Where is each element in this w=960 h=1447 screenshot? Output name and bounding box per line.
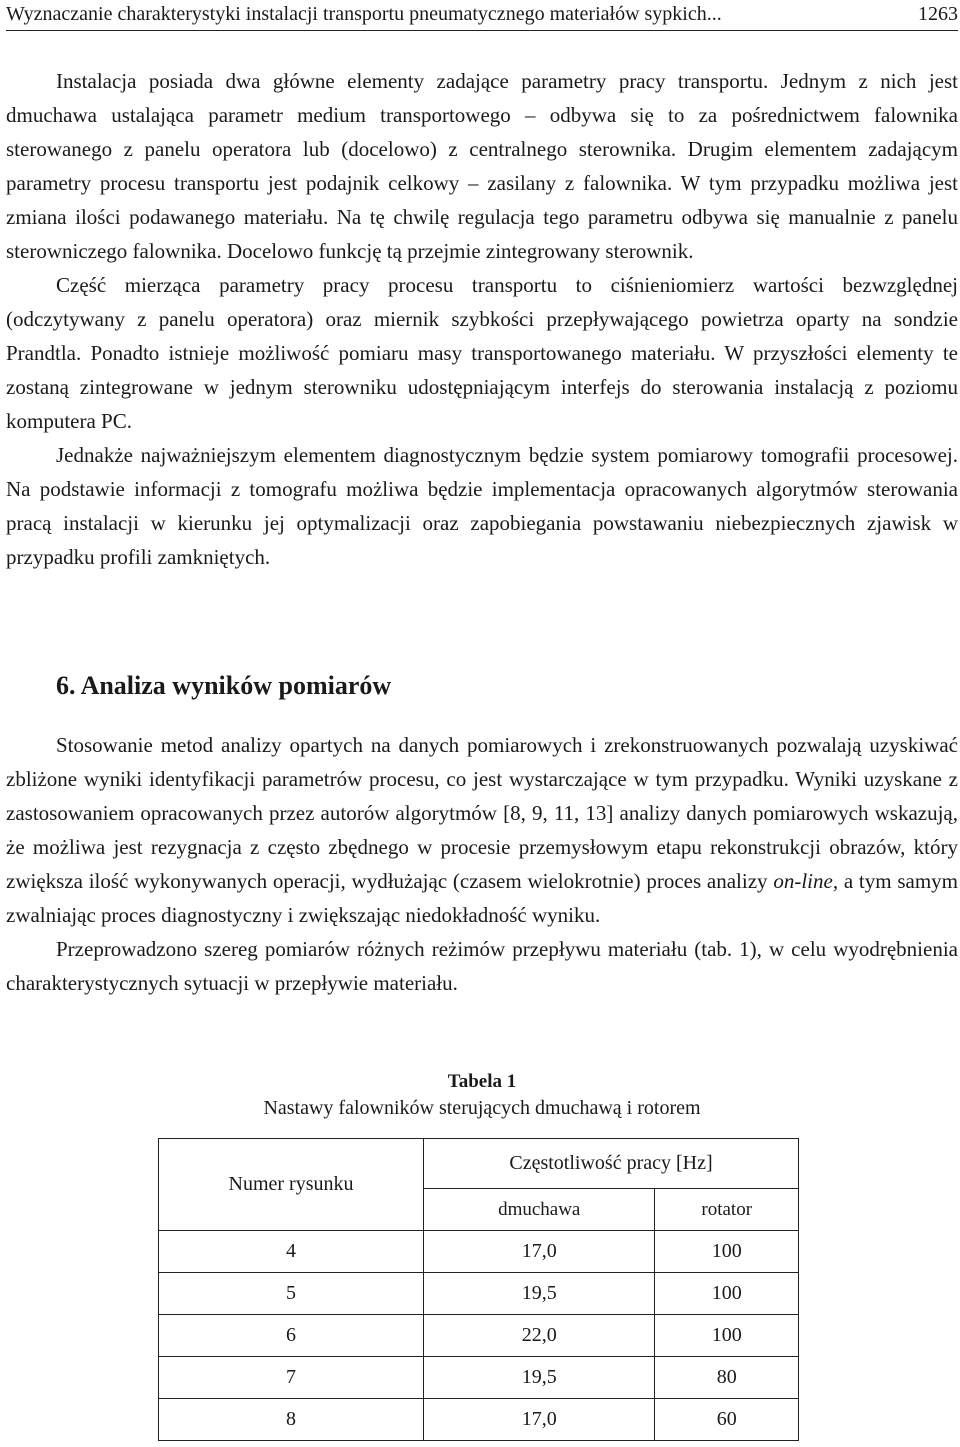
paragraph-3: Jednakże najważniejszym elementem diagnostycznym będzie system pomiarowy tomografii procesowej. Na podstawie informacji z tomografu możliwa będzie implementacja opracowanych algorytmów sterowania pracą instalacji w kierunku jej optymalizacji oraz zapobiegania powstawaniu niebezpiecznych zjawisk w przypadku profili zamkniętych. <box>6 443 958 569</box>
cell-blower: 19,5 <box>424 1273 655 1315</box>
running-header <box>6 0 958 31</box>
page-number: 1263 <box>918 3 958 25</box>
cell-blower: 17,0 <box>424 1231 655 1273</box>
table-row <box>159 1315 799 1357</box>
cell-figure: 4 <box>159 1231 424 1273</box>
paragraph-1: Instalacja posiada dwa główne elementy zadające parametry pracy transportu. Jednym z nich jest dmuchawa ustalająca parametr medium transportowego – odbywa się to za pośrednictwem falownika sterowanego z panelu operatora lub (docelowo) z centralnego sterownika. Drugim elementem zadającym parametry procesu transportu jest podajnik celkowy – zasilany z falownika. W tym przypadku możliwa jest zmiana ilości podawanego materiału. Na tę chwilę regulacja tego parametru odbywa się manualnie z panelu sterowniczego falownika. Docelowo funkcję tą przejmie zintegrowany sterownik. <box>6 69 958 263</box>
body-text <box>6 64 958 574</box>
cell-figure: 6 <box>159 1315 424 1357</box>
section-body <box>6 728 958 1000</box>
cell-rotator: 60 <box>655 1399 799 1441</box>
cell-blower: 22,0 <box>424 1315 655 1357</box>
header-blower: dmuchawa <box>424 1189 655 1231</box>
cell-rotator: 100 <box>655 1273 799 1315</box>
table-row <box>159 1231 799 1273</box>
settings-table <box>158 1138 799 1441</box>
table-title: Nastawy falowników sterujących dmuchawą i rotorem <box>263 1097 701 1119</box>
paragraph-2: Część mierząca parametry pracy procesu transportu to ciśnieniomierz wartości bezwzględnej (odczytywany z panelu operatora) oraz miernik szybkości przepływającego powietrza oparty na sondzie Prandtla. Ponadto istnieje możliwość pomiaru masy transportowanego materiału. W przyszłości elementy te zostaną zintegrowane w jednym sterowniku udostępniającym interfejs do sterowania instalacją z poziomu komputera PC. <box>6 273 958 433</box>
section-heading: 6. Analiza wyników pomiarów <box>56 671 392 700</box>
header-frequency: Częstotliwość pracy [Hz] <box>424 1139 799 1189</box>
online-term: on-line <box>773 869 833 893</box>
table-row <box>159 1357 799 1399</box>
table-label: Tabela 1 <box>447 1071 517 1092</box>
section-paragraph-1-text: Stosowanie metod analizy opartych na danych pomiarowych i zrekonstruowanych pozwalają uzyskiwać zbliżone wyniki identyfikacji parametrów procesu, co jest wystarczające w tym przypadku. Wyniki uzyskane z zastosowaniem opracowanych przez autorów algorytmów [8, 9, 11, 13] analizy danych pomiarowych wskazują, że możliwa jest rezygnacja z często zbędnego w procesie przemysłowym etapu rekonstrukcji obrazów, który zwiększa ilość wykonywanych operacji, wydłużając (czasem wielokrotnie) proces analizy <box>6 733 958 893</box>
table-row <box>159 1273 799 1315</box>
cell-figure: 7 <box>159 1357 424 1399</box>
cell-rotator: 100 <box>655 1315 799 1357</box>
table-header-row <box>159 1139 799 1189</box>
section-paragraph-1 <box>6 728 958 932</box>
section-paragraph-1-tail: , a tym samym zwalniając proces diagnostyczny i zwiększając niedokładność wyniku. <box>6 869 959 927</box>
cell-figure: 8 <box>159 1399 424 1441</box>
section-paragraph-2: Przeprowadzono szereg pomiarów różnych reżimów przepływu materiału (tab. 1), w celu wyodrębnienia charakterystycznych sytuacji w przepływie materiału. <box>6 937 958 995</box>
cell-blower: 17,0 <box>424 1399 655 1441</box>
cell-blower: 19,5 <box>424 1357 655 1399</box>
header-rotator: rotator <box>655 1189 799 1231</box>
cell-figure: 5 <box>159 1273 424 1315</box>
header-figure-number: Numer rysunku <box>159 1139 424 1231</box>
table-row <box>159 1399 799 1441</box>
running-title: Wyznaczanie charakterystyki instalacji transportu pneumatycznego materiałów sypkich... <box>6 3 722 25</box>
cell-rotator: 100 <box>655 1231 799 1273</box>
cell-rotator: 80 <box>655 1357 799 1399</box>
